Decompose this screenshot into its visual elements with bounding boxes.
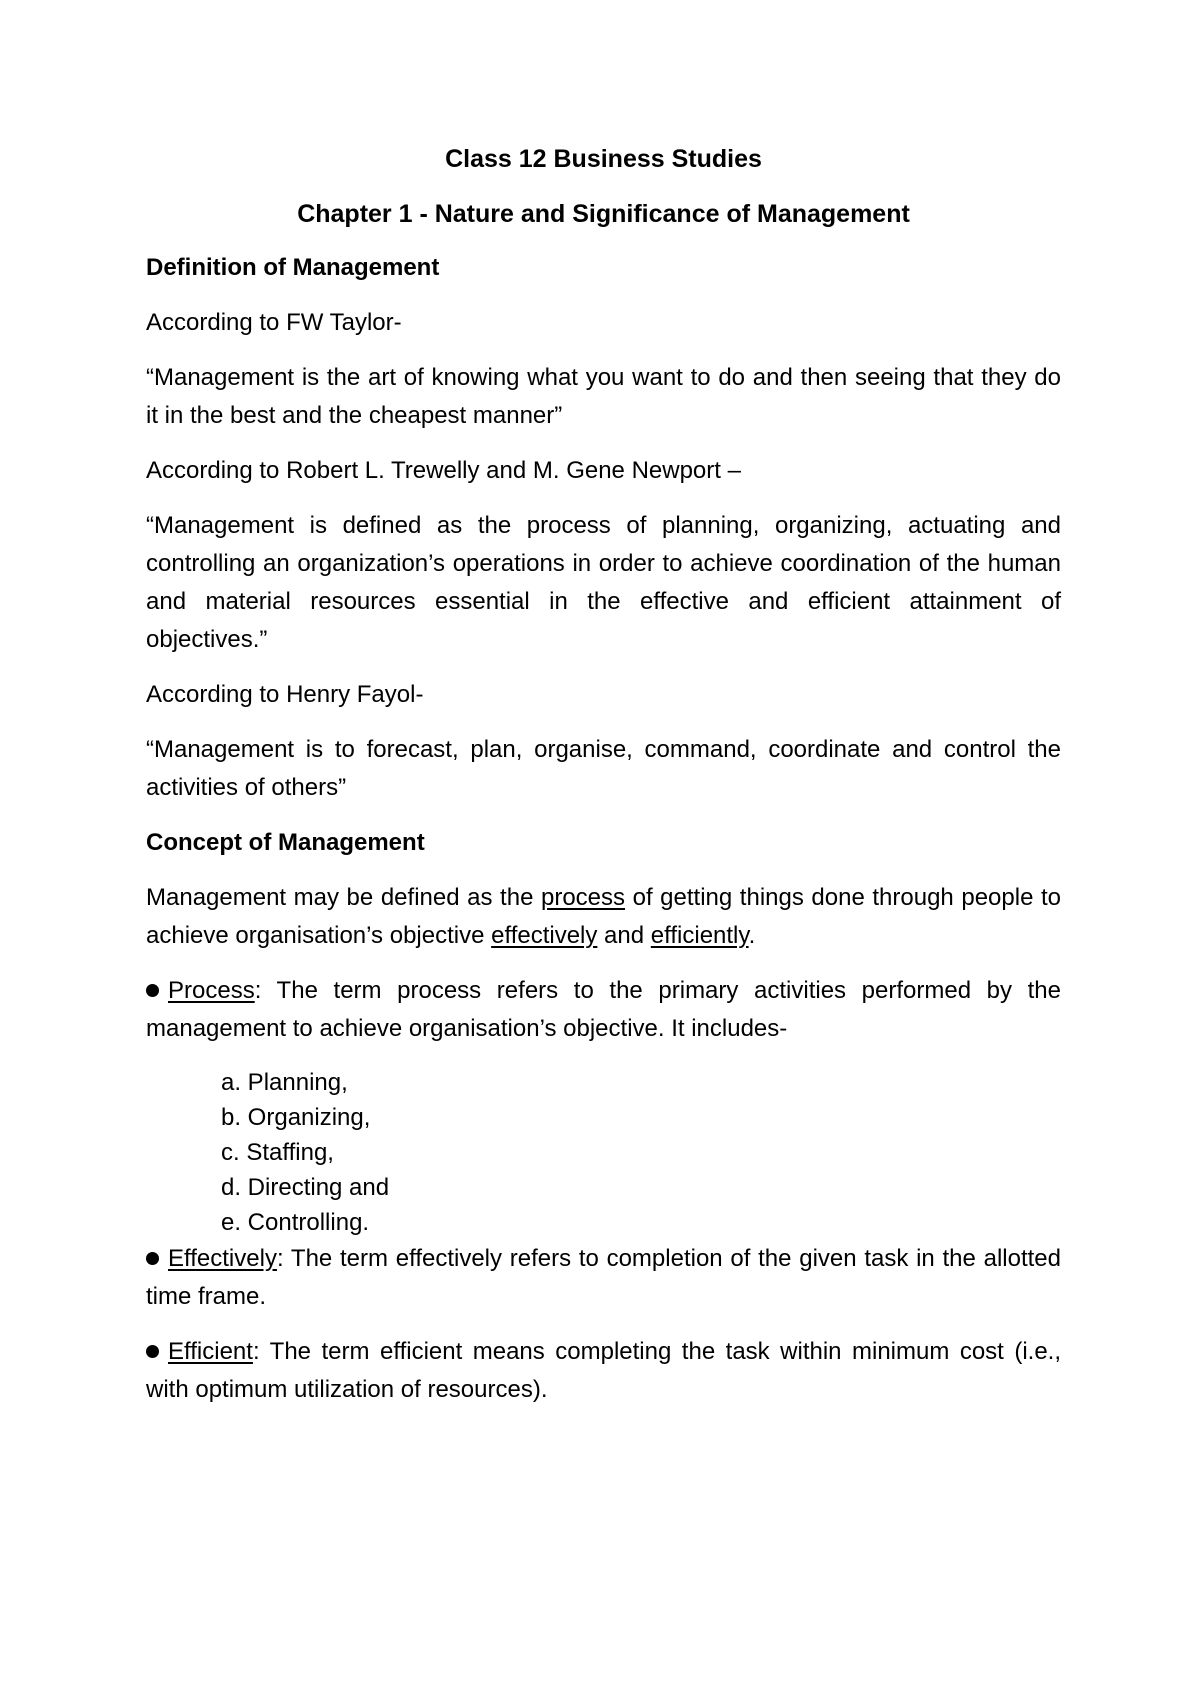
list-item: c. Staffing, xyxy=(221,1139,334,1166)
document-page xyxy=(146,140,1061,1426)
efficient-bullet xyxy=(146,1333,1061,1409)
list-item: e. Controlling. xyxy=(221,1209,370,1236)
effectively-term: Effectively xyxy=(168,1245,277,1272)
concept-underline-process: process xyxy=(540,884,626,911)
efficient-text: : The term efficient means completing the task within minimum cost (i.e., with optimum utilization of resources). xyxy=(146,1338,1061,1403)
concept-underline-efficiently: efficiently xyxy=(650,922,749,949)
fayol-quote: “Management is to forecast, plan, organise, command, coordinate and control the activities of others” xyxy=(146,736,1061,801)
process-text: : The term process refers to the primary activities performed by the management to achieve organisation’s objective. It includes- xyxy=(146,977,1061,1042)
bullet-icon xyxy=(146,984,159,997)
taylor-quote: “Management is the art of knowing what you want to do and then seeing that they do it in the best and the cheapest manner” xyxy=(146,364,1061,429)
concept-paragraph xyxy=(146,879,1061,955)
process-bullet xyxy=(146,972,1061,1048)
fayol-intro: According to Henry Fayol- xyxy=(146,681,424,708)
concept-heading: Concept of Management xyxy=(146,829,425,856)
effectively-text: : The term effectively refers to completion of the given task in the allotted time frame. xyxy=(146,1245,1061,1310)
trewelly-intro: According to Robert L. Trewelly and M. Gene Newport – xyxy=(146,457,741,484)
trewelly-quote: “Management is defined as the process of planning, organizing, actuating and controlling an organization’s operations in order to achieve coordination of the human and material resources essential in the effective and efficient attainment of objectives.” xyxy=(146,512,1061,653)
efficient-term: Efficient xyxy=(168,1338,253,1365)
document-title: Class 12 Business Studies xyxy=(445,145,762,173)
chapter-title: Chapter 1 - Nature and Significance of Management xyxy=(297,200,910,228)
list-item: b. Organizing, xyxy=(221,1104,371,1131)
bullet-icon xyxy=(146,1252,159,1265)
concept-text-4: . xyxy=(748,922,756,949)
concept-text-2: of getting things done through people to achieve organisation’s objective xyxy=(146,884,1062,949)
concept-text-3: and xyxy=(597,922,651,949)
process-steps-list xyxy=(146,1065,1061,1240)
definition-heading: Definition of Management xyxy=(146,254,440,281)
process-term: Process xyxy=(168,977,255,1004)
effectively-bullet xyxy=(146,1240,1061,1316)
list-item: d. Directing and xyxy=(221,1174,390,1201)
bullet-icon xyxy=(146,1345,159,1358)
taylor-intro: According to FW Taylor- xyxy=(146,309,402,336)
concept-text-1: Management may be defined as the xyxy=(146,884,541,911)
list-item: a. Planning, xyxy=(221,1069,348,1096)
concept-underline-effectively: effectively xyxy=(491,922,598,949)
